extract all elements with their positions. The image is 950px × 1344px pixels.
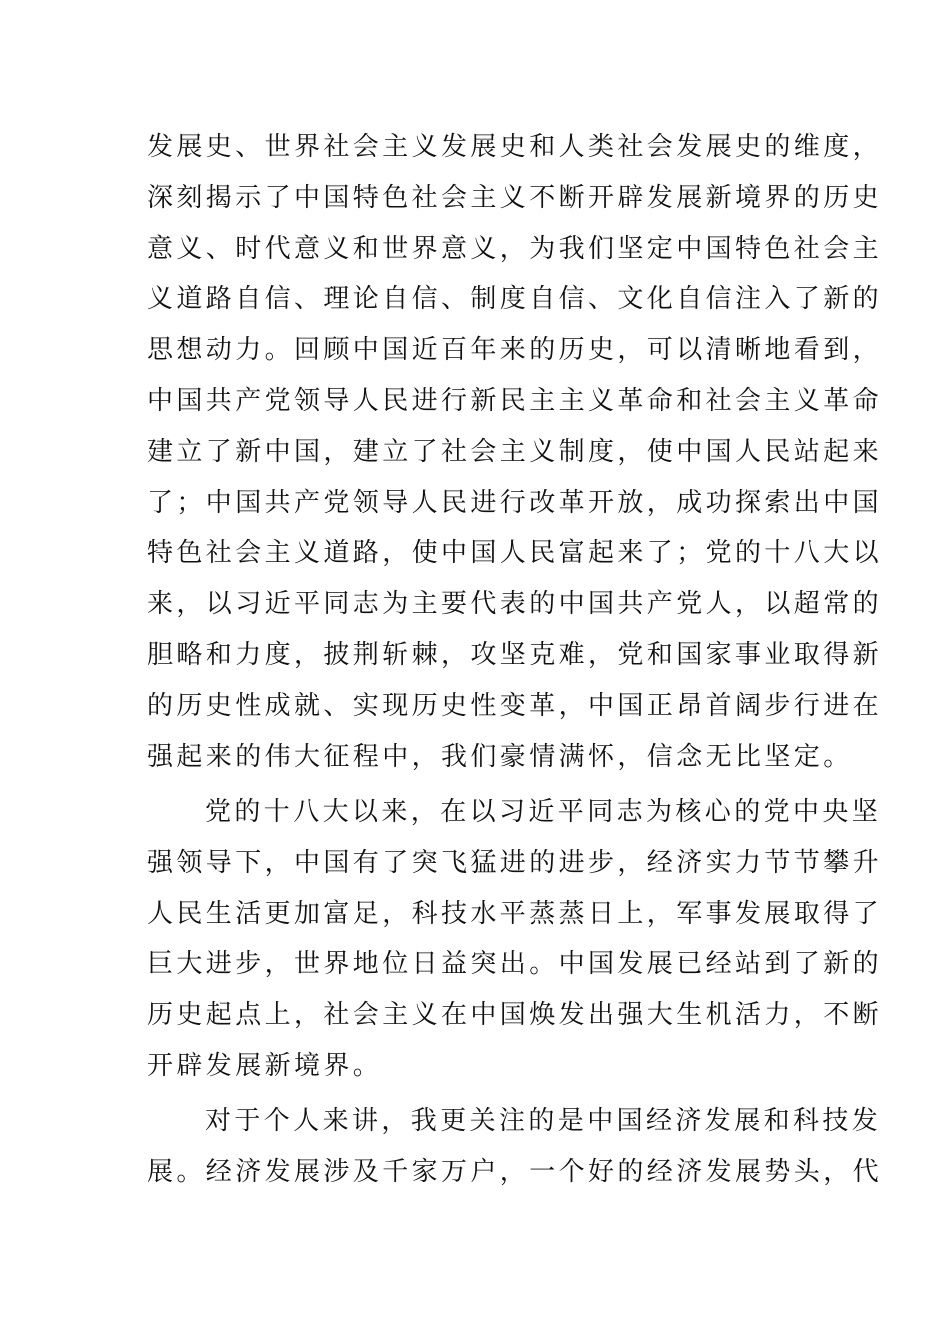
text-line: 中国共产党领导人民进行新民主主义革命和社会主义革命 [147,385,883,416]
text-line: 强起来的伟大征程中，我们豪情满怀，信念无比坚定。 [147,741,853,772]
text-line: 义道路自信、理论自信、制度自信、文化自信注入了新的 [147,284,883,315]
text-line: 胆略和力度，披荆斩棘，攻坚克难，党和国家事业取得新 [147,639,883,670]
text-line: 了；中国共产党领导人民进行改革开放，成功探索出中国 [147,487,883,518]
text-line: 强领导下，中国有了突飞猛进的进步，经济实力节节攀升 [147,847,883,878]
paragraph-2 [147,787,883,1092]
text-line: 展。经济发展涉及千家万户，一个好的经济发展势头，代 [147,1156,883,1187]
text-line: 对于个人来讲，我更关注的是中国经济发展和科技发 [205,1106,882,1136]
text-line: 来，以习近平同志为主要代表的中国共产党人，以超常的 [147,589,883,620]
text-line: 党的十八大以来，在以习近平同志为核心的党中央坚 [205,797,882,827]
text-line: 特色社会主义道路，使中国人民富起来了；党的十八大以 [147,538,883,569]
text-line: 意义、时代意义和世界意义，为我们坚定中国特色社会主 [147,233,883,264]
text-line: 开辟发展新境界。 [147,1050,383,1081]
paragraph-3 [147,1096,883,1198]
text-line: 巨大进步，世界地位日益突出。中国发展已经站到了新的 [147,949,883,980]
text-line: 历史起点上，社会主义在中国焕发出强大生机活力，不断 [147,1000,883,1031]
text-line: 的历史性成就、实现历史性变革，中国正昂首阔步行进在 [147,690,883,721]
text-line: 思想动力。回顾中国近百年来的历史，可以清晰地看到， [147,335,883,366]
text-line: 人民生活更加富足，科技水平蒸蒸日上，军事发展取得了 [147,898,883,929]
text-line: 深刻揭示了中国特色社会主义不断开辟发展新境界的历史 [147,182,883,213]
paragraph-1 [147,122,883,782]
text-line: 建立了新中国，建立了社会主义制度，使中国人民站起来 [147,436,883,467]
text-line: 发展史、世界社会主义发展史和人类社会发展史的维度， [147,132,883,162]
